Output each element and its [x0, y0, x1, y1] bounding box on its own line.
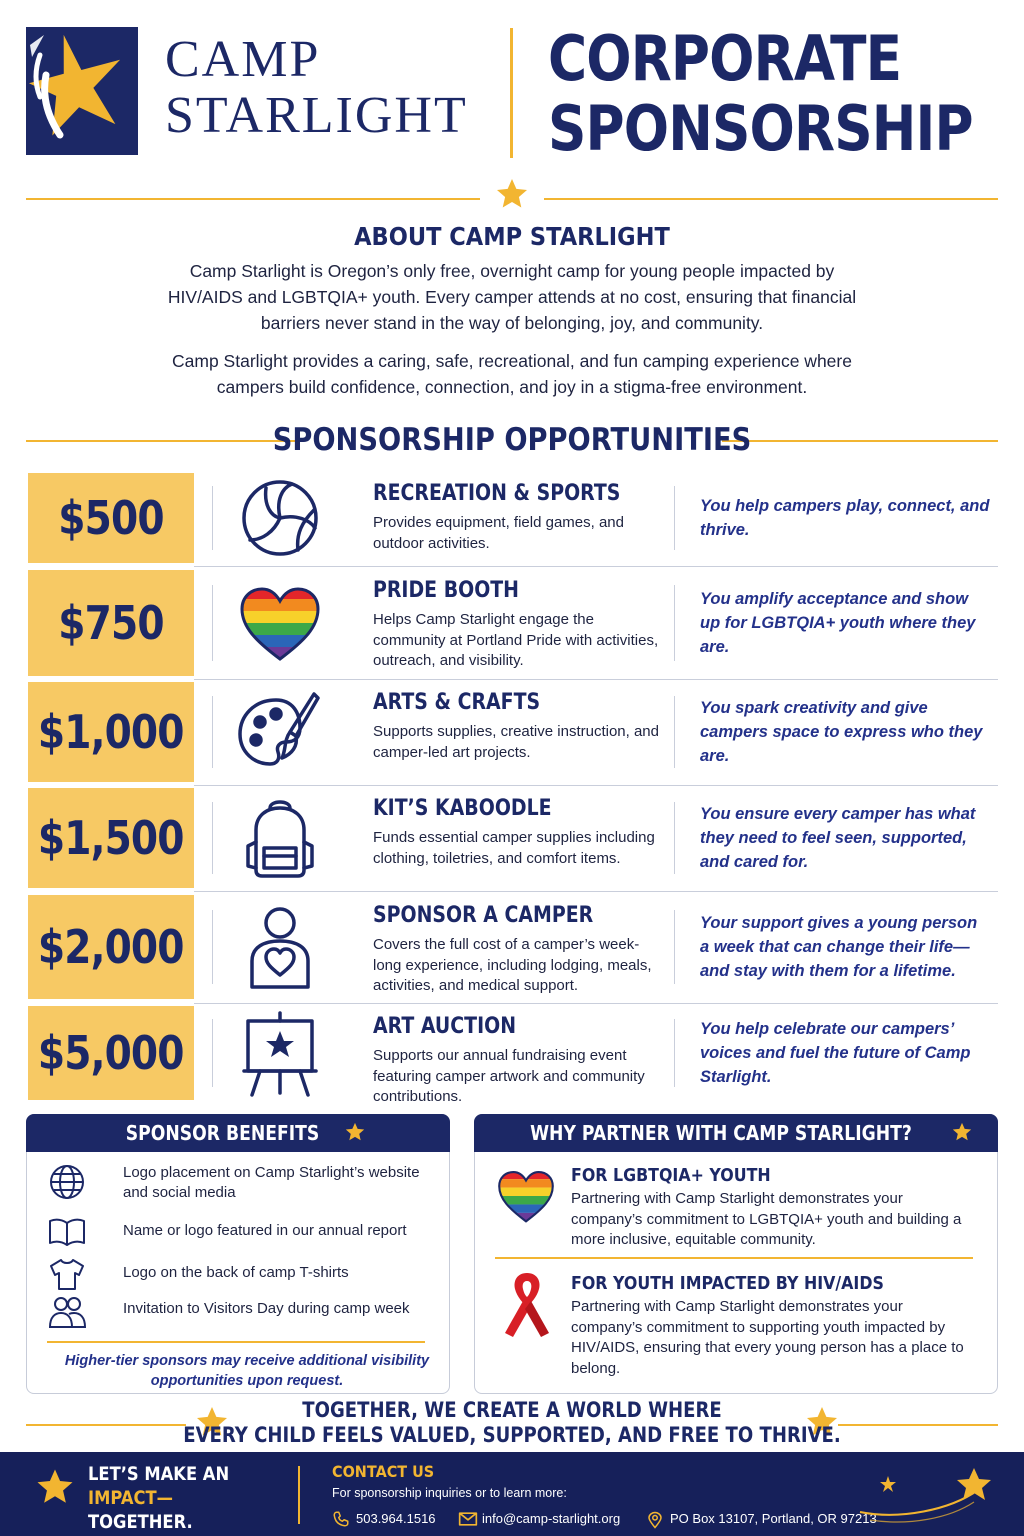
tier-title: ART AUCTION: [373, 1014, 517, 1039]
person-heart-icon: [236, 903, 324, 991]
slogan-line-1: LET’S MAKE AN: [88, 1463, 230, 1485]
header-divider: [510, 28, 513, 158]
red-ribbon-icon: [499, 1267, 555, 1343]
envelope-icon: [458, 1510, 478, 1528]
footer: LET’S MAKE AN IMPACT— TOGETHER. CONTACT US For sponsorship inquiries or to learn more: 503.964.1516 info@camp-starlight.org PO Box 13107, Portland, OR 97213: [0, 1452, 1024, 1536]
tier-title: ARTS & CRAFTS: [373, 690, 541, 715]
benefit-text: Invitation to Visitors Day during camp week: [123, 1300, 410, 1317]
tagline-line-1: TOGETHER, WE CREATE A WORLD WHERE: [302, 1398, 722, 1422]
shooting-stars-icon: [850, 1462, 1000, 1528]
tier-quote: You spark creativity and give campers space to express who they are.: [700, 699, 983, 765]
divider: [674, 910, 675, 985]
tier-description: Funds essential camper supplies including clothing, toiletries, and comfort items.: [373, 829, 655, 867]
star-icon: [344, 1121, 366, 1143]
divider: [212, 1019, 213, 1087]
tier-price: $750: [28, 570, 194, 676]
tier-row: [28, 473, 998, 563]
tier-title: KIT’S KABOODLE: [373, 796, 552, 821]
contact-subtitle: For sponsorship inquiries or to learn more:: [332, 1486, 567, 1500]
rainbow-heart-icon: [236, 579, 324, 667]
benefits-rule: [47, 1341, 425, 1343]
title-line-2: SPONSORSHIP: [548, 92, 973, 165]
tier-description: Provides equipment, field games, and outdoor activities.: [373, 514, 624, 552]
tier-title: SPONSOR A CAMPER: [373, 903, 594, 928]
tagline-line-2: EVERY CHILD FEELS VALUED, SUPPORTED, AND FREE TO THRIVE.: [183, 1423, 841, 1447]
logo-mark: [26, 27, 138, 155]
footer-divider: [298, 1466, 300, 1524]
why-item-text: Partnering with Camp Starlight demonstrates your company’s commitment to LGBTQIA+ youth and building a more inclusive, equitable community.: [571, 1190, 962, 1248]
title-line-1: CORPORATE: [548, 22, 902, 95]
divider: [212, 910, 213, 985]
easel-star-icon: [236, 1009, 324, 1097]
divider: [674, 486, 675, 551]
backpack-icon: [236, 794, 324, 882]
paint-palette-icon: [236, 688, 324, 776]
tier-quote: You help celebrate our campers’ voices and fuel the future of Camp Starlight.: [700, 1020, 971, 1086]
divider: [674, 802, 675, 874]
header: [0, 0, 1024, 200]
tier-title: RECREATION & SPORTS: [373, 481, 621, 506]
benefit-item: [47, 1213, 447, 1251]
contact-heading: CONTACT US: [332, 1462, 435, 1481]
tier-price: $5,000: [28, 1006, 194, 1100]
tier-quote: You help campers play, connect, and thrive.: [700, 497, 990, 539]
tier-row: [28, 682, 998, 782]
location-pin-icon: [646, 1510, 664, 1530]
why-item-title: FOR LGBTQIA+ YOUTH: [571, 1165, 771, 1186]
divider: [674, 696, 675, 768]
benefit-item: [47, 1293, 447, 1331]
why-partner-panel: [474, 1114, 998, 1394]
tier-quote: You ensure every camper has what they need to feel seen, supported, and cared for.: [700, 805, 976, 871]
row-separator: [194, 891, 998, 892]
slogan-line-2: IMPACT—: [88, 1487, 173, 1509]
divider: [212, 802, 213, 874]
star-icon: [951, 1121, 973, 1143]
divider: [674, 1019, 675, 1087]
why-item-title: FOR YOUTH IMPACTED BY HIV/AIDS: [571, 1273, 884, 1294]
benefit-item: [47, 1163, 447, 1201]
divider: [212, 696, 213, 768]
tier-quote: You amplify acceptance and show up for LGBTQIA+ youth where they are.: [700, 590, 976, 656]
benefit-text: Name or logo featured in our annual report: [123, 1222, 407, 1239]
benefit-item: [47, 1255, 447, 1293]
row-separator: [194, 1003, 998, 1004]
tier-price: $1,500: [28, 788, 194, 888]
tier-quote: Your support gives a young person a week that can change their life—and stay with them for a lifetime.: [700, 914, 978, 980]
about-paragraph-2: Camp Starlight provides a caring, safe, recreational, and fun camping experience where campers build confidence, connection, and joy in a stigma-free environment.: [172, 351, 852, 397]
benefit-text: Logo on the back of camp T-shirts: [123, 1264, 349, 1281]
tier-row: [28, 570, 998, 676]
tier-description: Supports supplies, creative instruction, and camper-led art projects.: [373, 723, 659, 761]
slogan-line-3: TOGETHER.: [88, 1511, 193, 1533]
tier-row: [28, 1006, 998, 1105]
row-separator: [194, 566, 998, 567]
why-item-text: Partnering with Camp Starlight demonstrates your company’s commitment to supporting youth impacted by HIV/AIDS, ensuring that every young person has a place to belong.: [571, 1298, 964, 1377]
tier-description: Covers the full cost of a camper’s week-long experience, including lodging, meals, activities, and medical support.: [373, 936, 652, 994]
people-icon: [47, 1293, 87, 1331]
benefits-heading: SPONSOR BENEFITS: [26, 1114, 450, 1152]
why-rule: [495, 1257, 973, 1259]
rainbow-heart-icon: [495, 1165, 557, 1227]
phone-icon: [332, 1510, 350, 1528]
star-icon: [494, 176, 530, 212]
tier-description: Supports our annual fundraising event featuring camper artwork and community contributions.: [373, 1047, 645, 1105]
book-icon: [47, 1213, 87, 1251]
tshirt-icon: [47, 1255, 87, 1293]
tier-description: Helps Camp Starlight engage the community at Portland Pride with activities, outreach, and visibility.: [373, 611, 659, 669]
star-logo-icon: [26, 27, 138, 155]
logo-line-1: CAMP: [165, 31, 321, 88]
why-heading: WHY PARTNER WITH CAMP STARLIGHT?: [474, 1114, 998, 1152]
footer-slogan: [88, 1462, 229, 1534]
benefits-note: Higher-tier sponsors may receive additional visibility opportunities upon request.: [64, 1353, 430, 1389]
divider: [212, 585, 213, 661]
logo-wordmark: [165, 32, 468, 144]
opportunities-heading: SPONSORSHIP OPPORTUNITIES: [272, 422, 752, 458]
globe-icon: [47, 1163, 87, 1201]
benefit-text: Logo placement on Camp Starlight’s website and social media: [123, 1164, 420, 1201]
divider: [674, 585, 675, 661]
about-heading: ABOUT CAMP STARLIGHT: [354, 222, 670, 251]
star-icon: [34, 1466, 76, 1508]
tier-price: $1,000: [28, 682, 194, 782]
tier-row: [28, 895, 998, 999]
sponsor-benefits-panel: [26, 1114, 450, 1394]
header-rule-left: [26, 198, 480, 200]
tier-row: [28, 788, 998, 888]
row-separator: [194, 679, 998, 680]
divider: [212, 486, 213, 551]
about-paragraph-1: Camp Starlight is Oregon’s only free, overnight camp for young people impacted by HIV/AIDS and LGBTQIA+ youth. Every camper attends at no cost, ensuring that financial barriers never stand in the way of belonging, joy, and community.: [167, 261, 857, 333]
tier-price: $500: [28, 473, 194, 563]
tagline: [0, 1398, 1024, 1448]
tier-title: PRIDE BOOTH: [373, 578, 520, 603]
page-title: [548, 24, 973, 164]
tier-price: $2,000: [28, 895, 194, 999]
volleyball-icon: [236, 474, 324, 562]
header-rule-right: [544, 198, 998, 200]
logo-line-2: STARLIGHT: [165, 87, 468, 144]
row-separator: [194, 785, 998, 786]
